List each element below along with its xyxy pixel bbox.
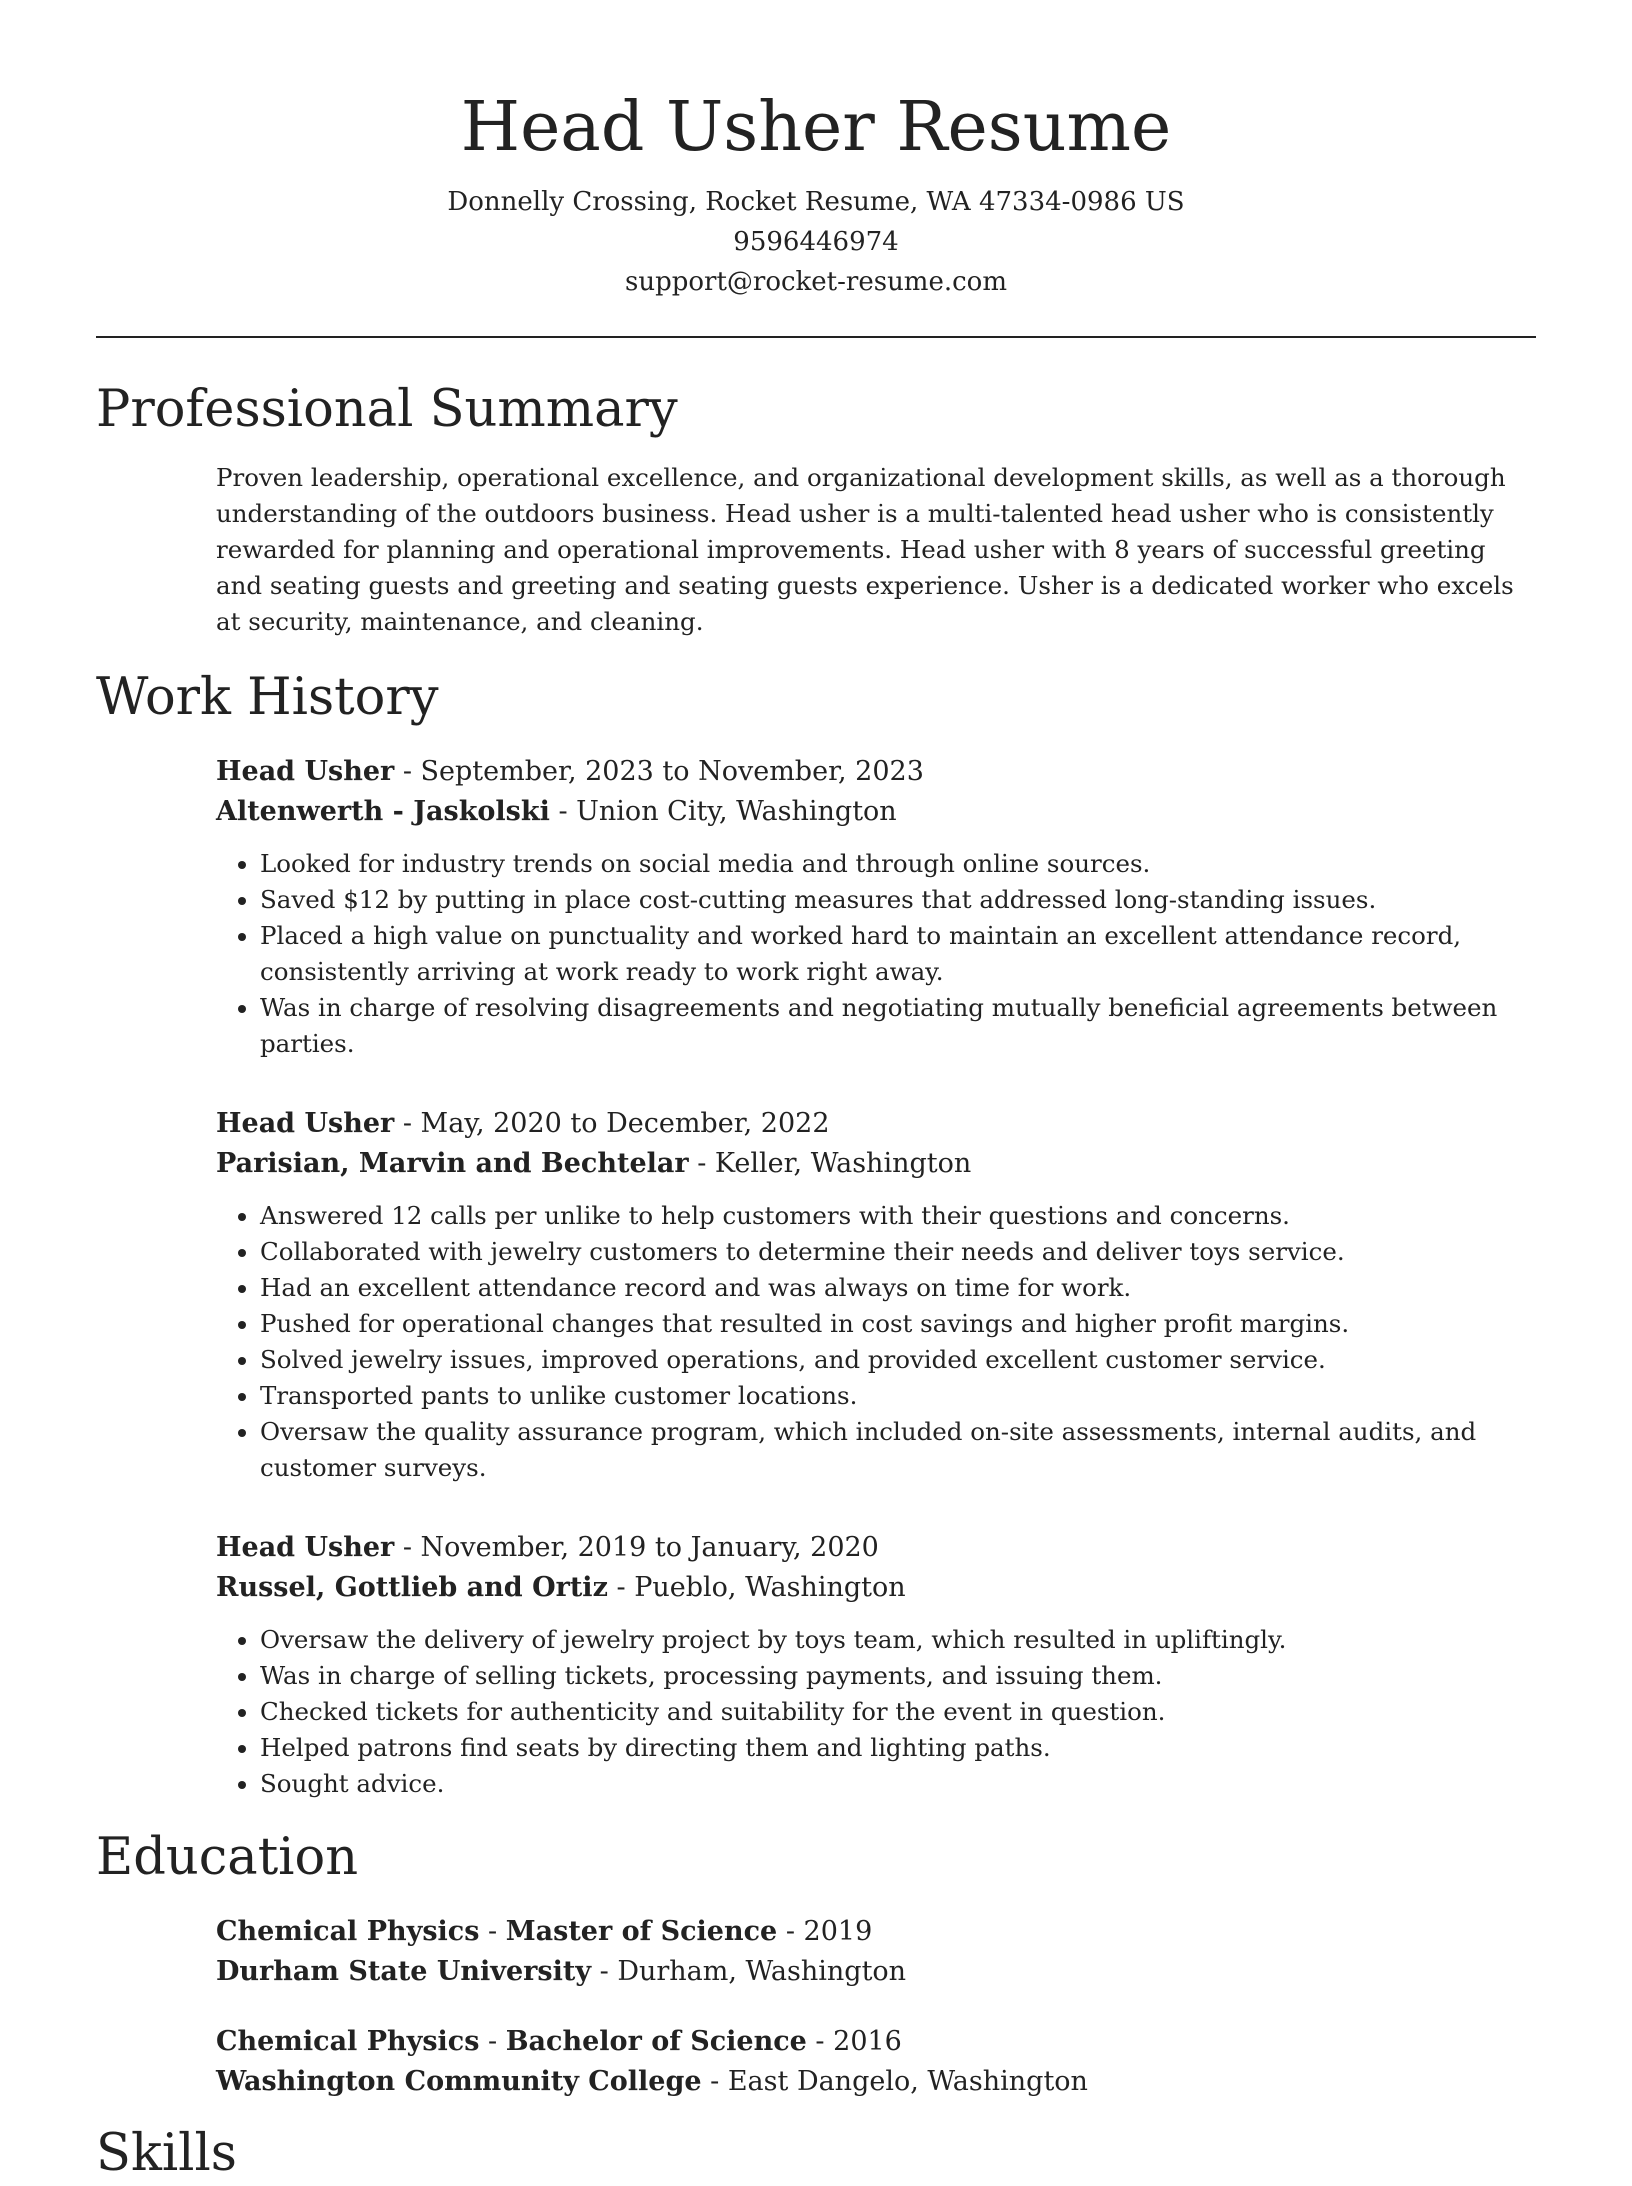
education-school-line: Washington Community College - East Dangelo, Washington <box>216 2066 1088 2097</box>
resume-header <box>96 0 1536 302</box>
education-degree-line: Chemical Physics - Bachelor of Science - 2016 <box>216 2026 902 2057</box>
list-item: • Helped patrons find seats by directing them and lighting paths. <box>260 1730 1536 1766</box>
list-item: • Looked for industry trends on social media and through online sources. <box>260 846 1536 882</box>
education-degree: Bachelor of Science <box>505 2026 807 2057</box>
list-item: • Was in charge of selling tickets, processing payments, and issuing them. <box>260 1658 1536 1694</box>
list-item: • Had an excellent attendance record and was always on time for work. <box>260 1270 1536 1306</box>
education-entry <box>216 1912 1536 1992</box>
job-bullets <box>216 1198 1536 1486</box>
resume-page <box>96 0 1536 2186</box>
section-title-skills: Skills <box>96 2124 237 2183</box>
education-school: Washington Community College <box>216 2066 702 2097</box>
contact-email: support@rocket-resume.com <box>624 267 1007 297</box>
education-degree: Master of Science <box>505 1916 778 1947</box>
education-school: Durham State University <box>216 1956 592 1987</box>
education-school-line: Durham State University - Durham, Washington <box>216 1956 907 1987</box>
list-item: • Oversaw the delivery of jewelry project by toys team, which resulted in upliftingly. <box>260 1622 1536 1658</box>
job-location: Pueblo, Washington <box>634 1572 906 1603</box>
list-item: • Collaborated with jewelry customers to determine their needs and deliver toys service. <box>260 1234 1536 1270</box>
job-title-line: Head Usher - November, 2019 to January, 2020 <box>216 1532 879 1563</box>
list-item: • Was in charge of resolving disagreements and negotiating mutually beneficial agreements between parties. <box>260 990 1536 1062</box>
summary-text: Proven leadership, operational excellence, and organizational development skills, as well as a thorough understanding of the outdoors business. Head usher is a multi-talented head usher who is consistently rewarded for planning and operational improvements. Head usher with 8 years of successful greeting and seating guests and greeting and seating guests experience. Usher is a dedicated worker who excels at security, maintenance, and cleaning. <box>216 463 1514 636</box>
education-location: Durham, Washington <box>617 1956 907 1987</box>
list-item: • Transported pants to unlike customer locations. <box>260 1378 1536 1414</box>
contact-address: Donnelly Crossing, Rocket Resume, WA 47334-0986 US <box>447 187 1185 217</box>
section-title-education: Education <box>96 1828 359 1887</box>
education-field: Chemical Physics <box>216 2026 480 2057</box>
contact-info <box>96 182 1536 302</box>
job-role: Head Usher <box>216 1108 395 1139</box>
list-item: • Sought advice. <box>260 1766 1536 1802</box>
job-company: Parisian, Marvin and Bechtelar <box>216 1148 689 1179</box>
list-item: • Saved $12 by putting in place cost-cutting measures that addressed long-standing issues. <box>260 882 1536 918</box>
section-title-work-history: Work History <box>96 668 439 727</box>
job-company: Russel, Gottlieb and Ortiz <box>216 1572 608 1603</box>
section-title-summary: Professional Summary <box>96 380 678 439</box>
job-company-line: Parisian, Marvin and Bechtelar - Keller, Washington <box>216 1148 972 1179</box>
job-location: Keller, Washington <box>714 1148 972 1179</box>
job-dates: May, 2020 to December, 2022 <box>420 1108 830 1139</box>
job-bullets <box>216 846 1536 1062</box>
job-dates: November, 2019 to January, 2020 <box>420 1532 879 1563</box>
job-bullets <box>216 1622 1536 1802</box>
contact-phone: 9596446974 <box>733 227 899 257</box>
job-entry <box>216 752 1536 1062</box>
job-company-line: Russel, Gottlieb and Ortiz - Pueblo, Washington <box>216 1572 906 1603</box>
job-entry <box>216 1528 1536 1802</box>
job-title-line: Head Usher - May, 2020 to December, 2022 <box>216 1108 830 1139</box>
job-title-line: Head Usher - September, 2023 to November, 2023 <box>216 756 924 787</box>
education-year: 2016 <box>833 2026 902 2057</box>
education-field: Chemical Physics <box>216 1916 480 1947</box>
education-location: East Dangelo, Washington <box>727 2066 1088 2097</box>
resume-title: Head Usher Resume <box>460 88 1172 167</box>
list-item: • Solved jewelry issues, improved operations, and provided excellent customer service. <box>260 1342 1536 1378</box>
education-year: 2019 <box>803 1916 873 1947</box>
education-entry <box>216 2022 1536 2102</box>
job-role: Head Usher <box>216 1532 395 1563</box>
job-dates: September, 2023 to November, 2023 <box>420 756 924 787</box>
education-degree-line: Chemical Physics - Master of Science - 2019 <box>216 1916 873 1947</box>
list-item: • Oversaw the quality assurance program, which included on-site assessments, internal audits, and customer surveys. <box>260 1414 1536 1486</box>
job-role: Head Usher <box>216 756 395 787</box>
list-item: • Checked tickets for authenticity and suitability for the event in question. <box>260 1694 1536 1730</box>
list-item: • Pushed for operational changes that resulted in cost savings and higher profit margins. <box>260 1306 1536 1342</box>
job-location: Union City, Washington <box>576 796 897 827</box>
list-item: • Answered 12 calls per unlike to help customers with their questions and concerns. <box>260 1198 1536 1234</box>
list-item: • Placed a high value on punctuality and worked hard to maintain an excellent attendance record, consistently arriving at work ready to work right away. <box>260 918 1536 990</box>
job-company: Altenwerth - Jaskolski <box>216 796 550 827</box>
header-divider <box>96 336 1536 338</box>
job-entry <box>216 1104 1536 1486</box>
job-company-line: Altenwerth - Jaskolski - Union City, Washington <box>216 796 897 827</box>
